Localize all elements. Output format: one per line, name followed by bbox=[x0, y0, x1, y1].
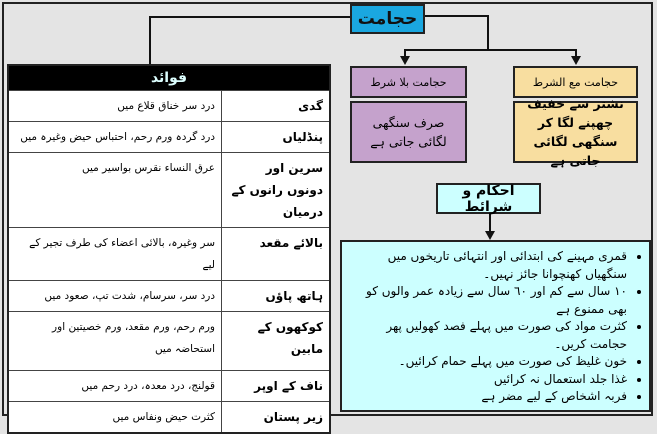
table-row bbox=[8, 371, 330, 402]
rule-item: • غذا جلد استعمال نہ کرائیں bbox=[352, 371, 627, 389]
type-name: حجامت مع الشرط bbox=[532, 75, 619, 89]
site-cell: بالائے مقعد bbox=[222, 228, 331, 281]
table-row bbox=[8, 312, 330, 371]
type-without-incision-header bbox=[350, 66, 467, 98]
rule-item: • کثرت مواد کی صورت میں پہلے فصد کھولیں پھر حجامت کریں۔ bbox=[352, 318, 627, 353]
rules-title-text: احکام و شرائط bbox=[462, 182, 515, 215]
type-without-incision-description bbox=[350, 101, 467, 163]
table-row bbox=[8, 228, 330, 281]
benefit-cell: عرق النساء نقرس بواسیر میں bbox=[8, 153, 222, 228]
benefit-cell: درد گردہ ورم رحم، احتباس حیض وغیرہ میں bbox=[8, 122, 222, 153]
arrow-down-icon bbox=[571, 56, 581, 65]
table-row bbox=[8, 91, 330, 122]
site-cell: ہاتھ پاؤں bbox=[222, 281, 331, 312]
benefit-cell: قولنج، درد معدہ، درد رحم میں bbox=[8, 371, 222, 402]
connector bbox=[404, 49, 577, 51]
connector bbox=[149, 16, 151, 64]
site-cell: کوکھوں کے مابین bbox=[222, 312, 331, 371]
arrow-down-icon bbox=[400, 56, 410, 65]
arrow-down-icon bbox=[485, 231, 495, 240]
connector bbox=[424, 15, 488, 17]
connector bbox=[489, 213, 491, 233]
main-title bbox=[350, 4, 425, 34]
benefit-cell: درد سر خناق قلاع میں bbox=[8, 91, 222, 122]
rule-item: • قمری مہینے کی ابتدائی اور انتہائی تاریخوں میں سنگھیاں کھنچوانا جائز نہیں۔ bbox=[352, 248, 627, 283]
table-row bbox=[8, 122, 330, 153]
rules-list-box bbox=[340, 240, 651, 412]
table-row bbox=[8, 153, 330, 228]
rule-item: • خون غلیظ کی صورت میں پہلے حمام کرائیں۔ bbox=[352, 353, 627, 371]
benefit-cell: ورم رحم، ورم مقعد، ورم خصیتین اور استحاضہ میں bbox=[8, 312, 222, 371]
site-cell: ناف کے اوپر bbox=[222, 371, 331, 402]
site-cell: زیر پستان bbox=[222, 402, 331, 434]
type-description: صرف سنگھی لگائی جاتی ہے bbox=[370, 115, 447, 149]
rule-item: • ۱۰ سال سے کم اور ٦٠ سال سے زیادہ عمر والوں کو بھی ممنوع ہے bbox=[352, 283, 627, 318]
benefit-cell: درد سر، سرسام، شدت تپ، صعود میں bbox=[8, 281, 222, 312]
connector bbox=[487, 15, 489, 50]
benefit-cell: سر وغیرہ، بالائی اعضاء کی طرف تجیر کے لیے bbox=[8, 228, 222, 281]
table-row bbox=[8, 281, 330, 312]
rules-list bbox=[342, 242, 649, 412]
main-title-text: حجامت bbox=[357, 9, 418, 29]
type-name: حجامت بلا شرط bbox=[370, 75, 447, 89]
table-row bbox=[8, 402, 330, 434]
site-cell: گدی bbox=[222, 91, 331, 122]
benefits-title: فوائد bbox=[8, 65, 330, 91]
site-cell: پنڈلیاں bbox=[222, 122, 331, 153]
type-with-incision-description bbox=[513, 96, 638, 168]
site-cell: سرین اور دونوں رانوں کے درمیان bbox=[222, 153, 331, 228]
connector bbox=[149, 16, 351, 18]
benefit-cell: کثرت حیض ونفاس میں bbox=[8, 402, 222, 434]
type-description: نشتر سے خفیف چھپنے لگا کر سنگھی لگائی جاتی ہے bbox=[527, 96, 624, 168]
rule-item: • فربہ اشخاص کے لیے مضر ہے bbox=[352, 388, 627, 406]
rules-title bbox=[436, 183, 541, 214]
benefits-table bbox=[7, 64, 331, 434]
